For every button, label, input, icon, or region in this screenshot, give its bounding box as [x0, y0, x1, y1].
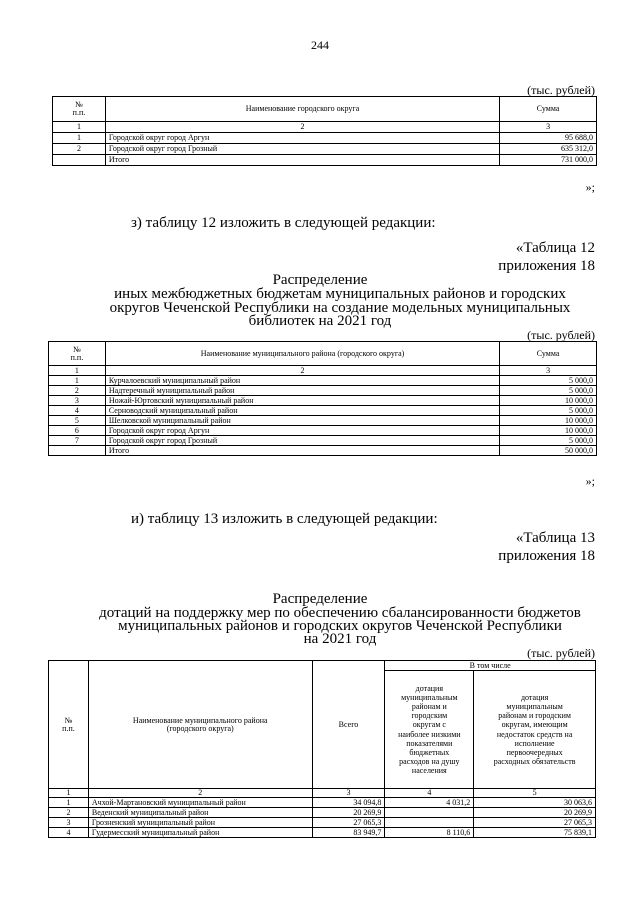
- row-total: 83 949,7: [312, 828, 385, 838]
- row-c2: 30 063,6: [474, 798, 596, 808]
- row-sum: 5 000,0: [500, 376, 597, 386]
- header-num: № п.п.: [53, 97, 106, 122]
- row-name: Итого: [105, 446, 499, 456]
- table12-title: Распределение: [272, 272, 368, 288]
- row-num: 2: [49, 386, 106, 396]
- row-num: 1: [49, 376, 106, 386]
- table-row: [53, 133, 597, 144]
- table13-subtitle-2: муниципальных районов и городских округов Чеченской Республики: [118, 618, 562, 634]
- row-name: Веденский муниципальный район: [88, 808, 312, 818]
- row-name: Городской округ город Аргун: [105, 133, 499, 144]
- row-num: 2: [53, 144, 106, 155]
- index-cell: 3: [500, 122, 597, 133]
- row-c1: [385, 818, 474, 828]
- row-c1: 4 031,2: [385, 798, 474, 808]
- row-sum: 10 000,0: [500, 426, 597, 436]
- table-row: [49, 436, 597, 446]
- row-name: Надтеречный муниципальный район: [105, 386, 499, 396]
- row-num: 5: [49, 416, 106, 426]
- table-row: [49, 446, 597, 456]
- table13-label-line2: приложения 18: [498, 548, 595, 564]
- table12-subtitle-1: иных межбюджетных бюджетам муниципальных районов и городских: [114, 286, 566, 302]
- row-num: 3: [49, 818, 89, 828]
- row-total: 20 269,9: [312, 808, 385, 818]
- index-cell: 1: [49, 366, 106, 376]
- units-label-1: (тыс. рублей): [527, 83, 595, 97]
- row-c2: 75 839,1: [474, 828, 596, 838]
- table13-label-line1: «Таблица 13: [515, 530, 595, 546]
- page-number: 244: [311, 38, 329, 52]
- index-cell: 3: [312, 789, 385, 798]
- table-row: [49, 386, 597, 396]
- row-name: Городской округ город Аргун: [105, 426, 499, 436]
- row-name: Грозненский муниципальный район: [88, 818, 312, 828]
- table13-subtitle-1: дотаций на поддержку мер по обеспечению сбалансированности бюджетов: [99, 605, 581, 621]
- table-row: [49, 808, 596, 818]
- row-num: [49, 446, 106, 456]
- units-label-13: (тыс. рублей): [527, 646, 595, 660]
- row-num: 7: [49, 436, 106, 446]
- header-name: Наименование городского округа: [105, 97, 499, 122]
- table-1: [52, 96, 597, 166]
- header-sum: Сумма: [500, 97, 597, 122]
- row-num: [53, 155, 106, 166]
- table12-subtitle-3: библиотек на 2021 год: [248, 313, 392, 329]
- header-name: Наименование муниципального района (городского округа): [88, 661, 312, 789]
- table-row: [53, 144, 597, 155]
- row-num: 1: [53, 133, 106, 144]
- table-row: [53, 155, 597, 166]
- index-cell: 2: [88, 789, 312, 798]
- row-total: 27 065,3: [312, 818, 385, 828]
- row-num: 4: [49, 406, 106, 416]
- index-cell: 5: [474, 789, 596, 798]
- row-num: 3: [49, 396, 106, 406]
- table-12: [48, 341, 597, 456]
- row-c2: 20 269,9: [474, 808, 596, 818]
- header-sum: Сумма: [500, 342, 597, 366]
- row-name: Итого: [105, 155, 499, 166]
- row-name: Городской округ город Грозный: [105, 436, 499, 446]
- header-total: Всего: [312, 661, 385, 789]
- index-cell: 4: [385, 789, 474, 798]
- table-row: [49, 818, 596, 828]
- row-sum: 50 000,0: [500, 446, 597, 456]
- row-sum: 10 000,0: [500, 396, 597, 406]
- instruction-i: и) таблицу 13 изложить в следующей редакции:: [131, 511, 438, 527]
- table-row: [49, 416, 597, 426]
- row-sum: 5 000,0: [500, 436, 597, 446]
- row-name: Серноводский муниципальный район: [105, 406, 499, 416]
- row-name: Ножай-Юртовский муниципальный район: [105, 396, 499, 406]
- header-num: № п.п.: [49, 342, 106, 366]
- row-sum: 95 688,0: [500, 133, 597, 144]
- units-label-12: (тыс. рублей): [527, 328, 595, 342]
- header-sub1: дотация муниципальным районам и городским округам с наиболее низкими показателями бюджетных расходов на душу населения: [385, 671, 474, 789]
- header-num: № п.п.: [49, 661, 89, 789]
- index-cell: 2: [105, 366, 499, 376]
- row-sum: 5 000,0: [500, 406, 597, 416]
- table13-subtitle-3: на 2021 год: [303, 631, 377, 647]
- table-row: [49, 828, 596, 838]
- table-row: [49, 376, 597, 386]
- table12-subtitle-2: округов Чеченской Республики на создание модельных муниципальных: [109, 300, 571, 316]
- row-num: 1: [49, 798, 89, 808]
- header-sub2: дотация муниципальным районам и городским округам, имеющим недостаток средств на исполнение первоочередных расходных обязательств: [474, 671, 596, 789]
- table12-label-line2: приложения 18: [498, 258, 595, 274]
- row-c1: [385, 808, 474, 818]
- header-name: Наименование муниципального района (городского округа): [105, 342, 499, 366]
- table-row: [49, 406, 597, 416]
- instruction-z: з) таблицу 12 изложить в следующей редакции:: [131, 215, 436, 231]
- row-num: 2: [49, 808, 89, 818]
- row-c1: 8 110,6: [385, 828, 474, 838]
- table-row: [49, 426, 597, 436]
- table-row: [49, 396, 597, 406]
- index-cell: 1: [49, 789, 89, 798]
- table13-title: Распределение: [272, 591, 368, 607]
- index-cell: 1: [53, 122, 106, 133]
- row-name: Ачхой-Мартановский муниципальный район: [88, 798, 312, 808]
- row-num: 6: [49, 426, 106, 436]
- close-quote-1: »;: [585, 180, 595, 194]
- header-in-that-number: В том числе: [385, 661, 596, 671]
- row-total: 34 094,8: [312, 798, 385, 808]
- row-num: 4: [49, 828, 89, 838]
- row-sum: 635 312,0: [500, 144, 597, 155]
- row-name: Городской округ город Грозный: [105, 144, 499, 155]
- table12-label-line1: «Таблица 12: [515, 240, 595, 256]
- row-sum: 10 000,0: [500, 416, 597, 426]
- table-row: [49, 798, 596, 808]
- row-name: Курчалоевский муниципальный район: [105, 376, 499, 386]
- row-name: Гудермесский муниципальный район: [88, 828, 312, 838]
- row-sum: 5 000,0: [500, 386, 597, 396]
- row-c2: 27 065,3: [474, 818, 596, 828]
- index-cell: 3: [500, 366, 597, 376]
- row-name: Шелковской муниципальный район: [105, 416, 499, 426]
- close-quote-12: »;: [585, 474, 595, 488]
- row-sum: 731 000,0: [500, 155, 597, 166]
- index-cell: 2: [105, 122, 499, 133]
- table-13: [48, 660, 596, 838]
